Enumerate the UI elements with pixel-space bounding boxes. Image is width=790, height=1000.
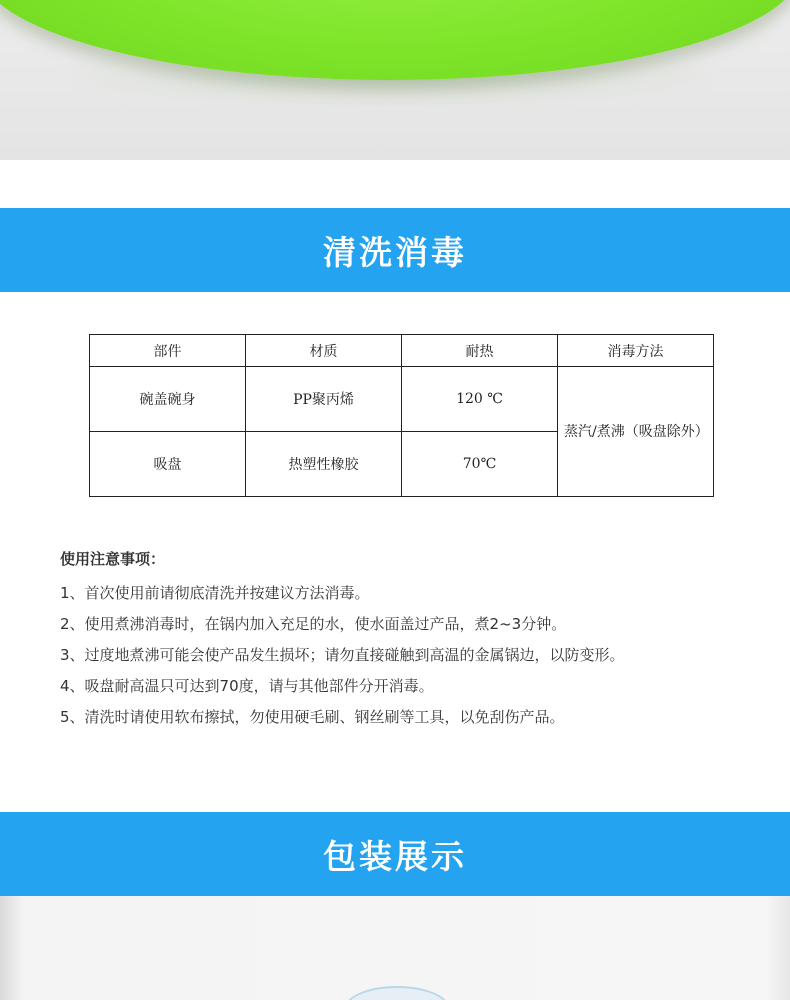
table-row bbox=[90, 367, 714, 432]
package-lid-image bbox=[345, 986, 449, 1000]
section-banner-packaging bbox=[0, 812, 790, 896]
table-header-row bbox=[90, 335, 714, 367]
cell-material: PP聚丙烯 bbox=[246, 367, 402, 432]
header-method: 消毒方法 bbox=[558, 335, 714, 367]
packaging-photo bbox=[0, 896, 790, 1000]
cell-part: 吸盘 bbox=[90, 432, 246, 497]
cell-method: 蒸汽/煮沸（吸盘除外） bbox=[558, 367, 714, 497]
usage-notes bbox=[60, 548, 780, 733]
header-heat: 耐热 bbox=[402, 335, 558, 367]
cell-heat: 120 ℃ bbox=[402, 367, 558, 432]
cell-material: 热塑性橡胶 bbox=[246, 432, 402, 497]
section-title-packaging: 包装展示 bbox=[323, 836, 467, 876]
note-item: 3、过度地煮沸可能会使产品发生损坏；请勿直接碰触到高温的金属锅边，以防变形。 bbox=[60, 646, 625, 664]
note-item: 4、吸盘耐高温只可达到70度，请与其他部件分开消毒。 bbox=[60, 677, 434, 695]
section-banner-cleaning bbox=[0, 208, 790, 292]
cell-part: 碗盖碗身 bbox=[90, 367, 246, 432]
note-item: 5、清洗时请使用软布擦拭，勿使用硬毛刷、钢丝刷等工具，以免刮伤产品。 bbox=[60, 708, 565, 726]
note-item: 2、使用煮沸消毒时，在锅内加入充足的水，使水面盖过产品，煮2~3分钟。 bbox=[60, 615, 567, 633]
header-part: 部件 bbox=[90, 335, 246, 367]
section-title-cleaning: 清洗消毒 bbox=[323, 232, 467, 272]
note-item: 1、首次使用前请彻底清洗并按建议方法消毒。 bbox=[60, 584, 370, 602]
header-material: 材质 bbox=[246, 335, 402, 367]
spec-table bbox=[89, 334, 714, 497]
product-photo-top bbox=[0, 0, 790, 160]
usage-notes-title: 使用注意事项： bbox=[60, 550, 166, 568]
cell-heat: 70℃ bbox=[402, 432, 558, 497]
